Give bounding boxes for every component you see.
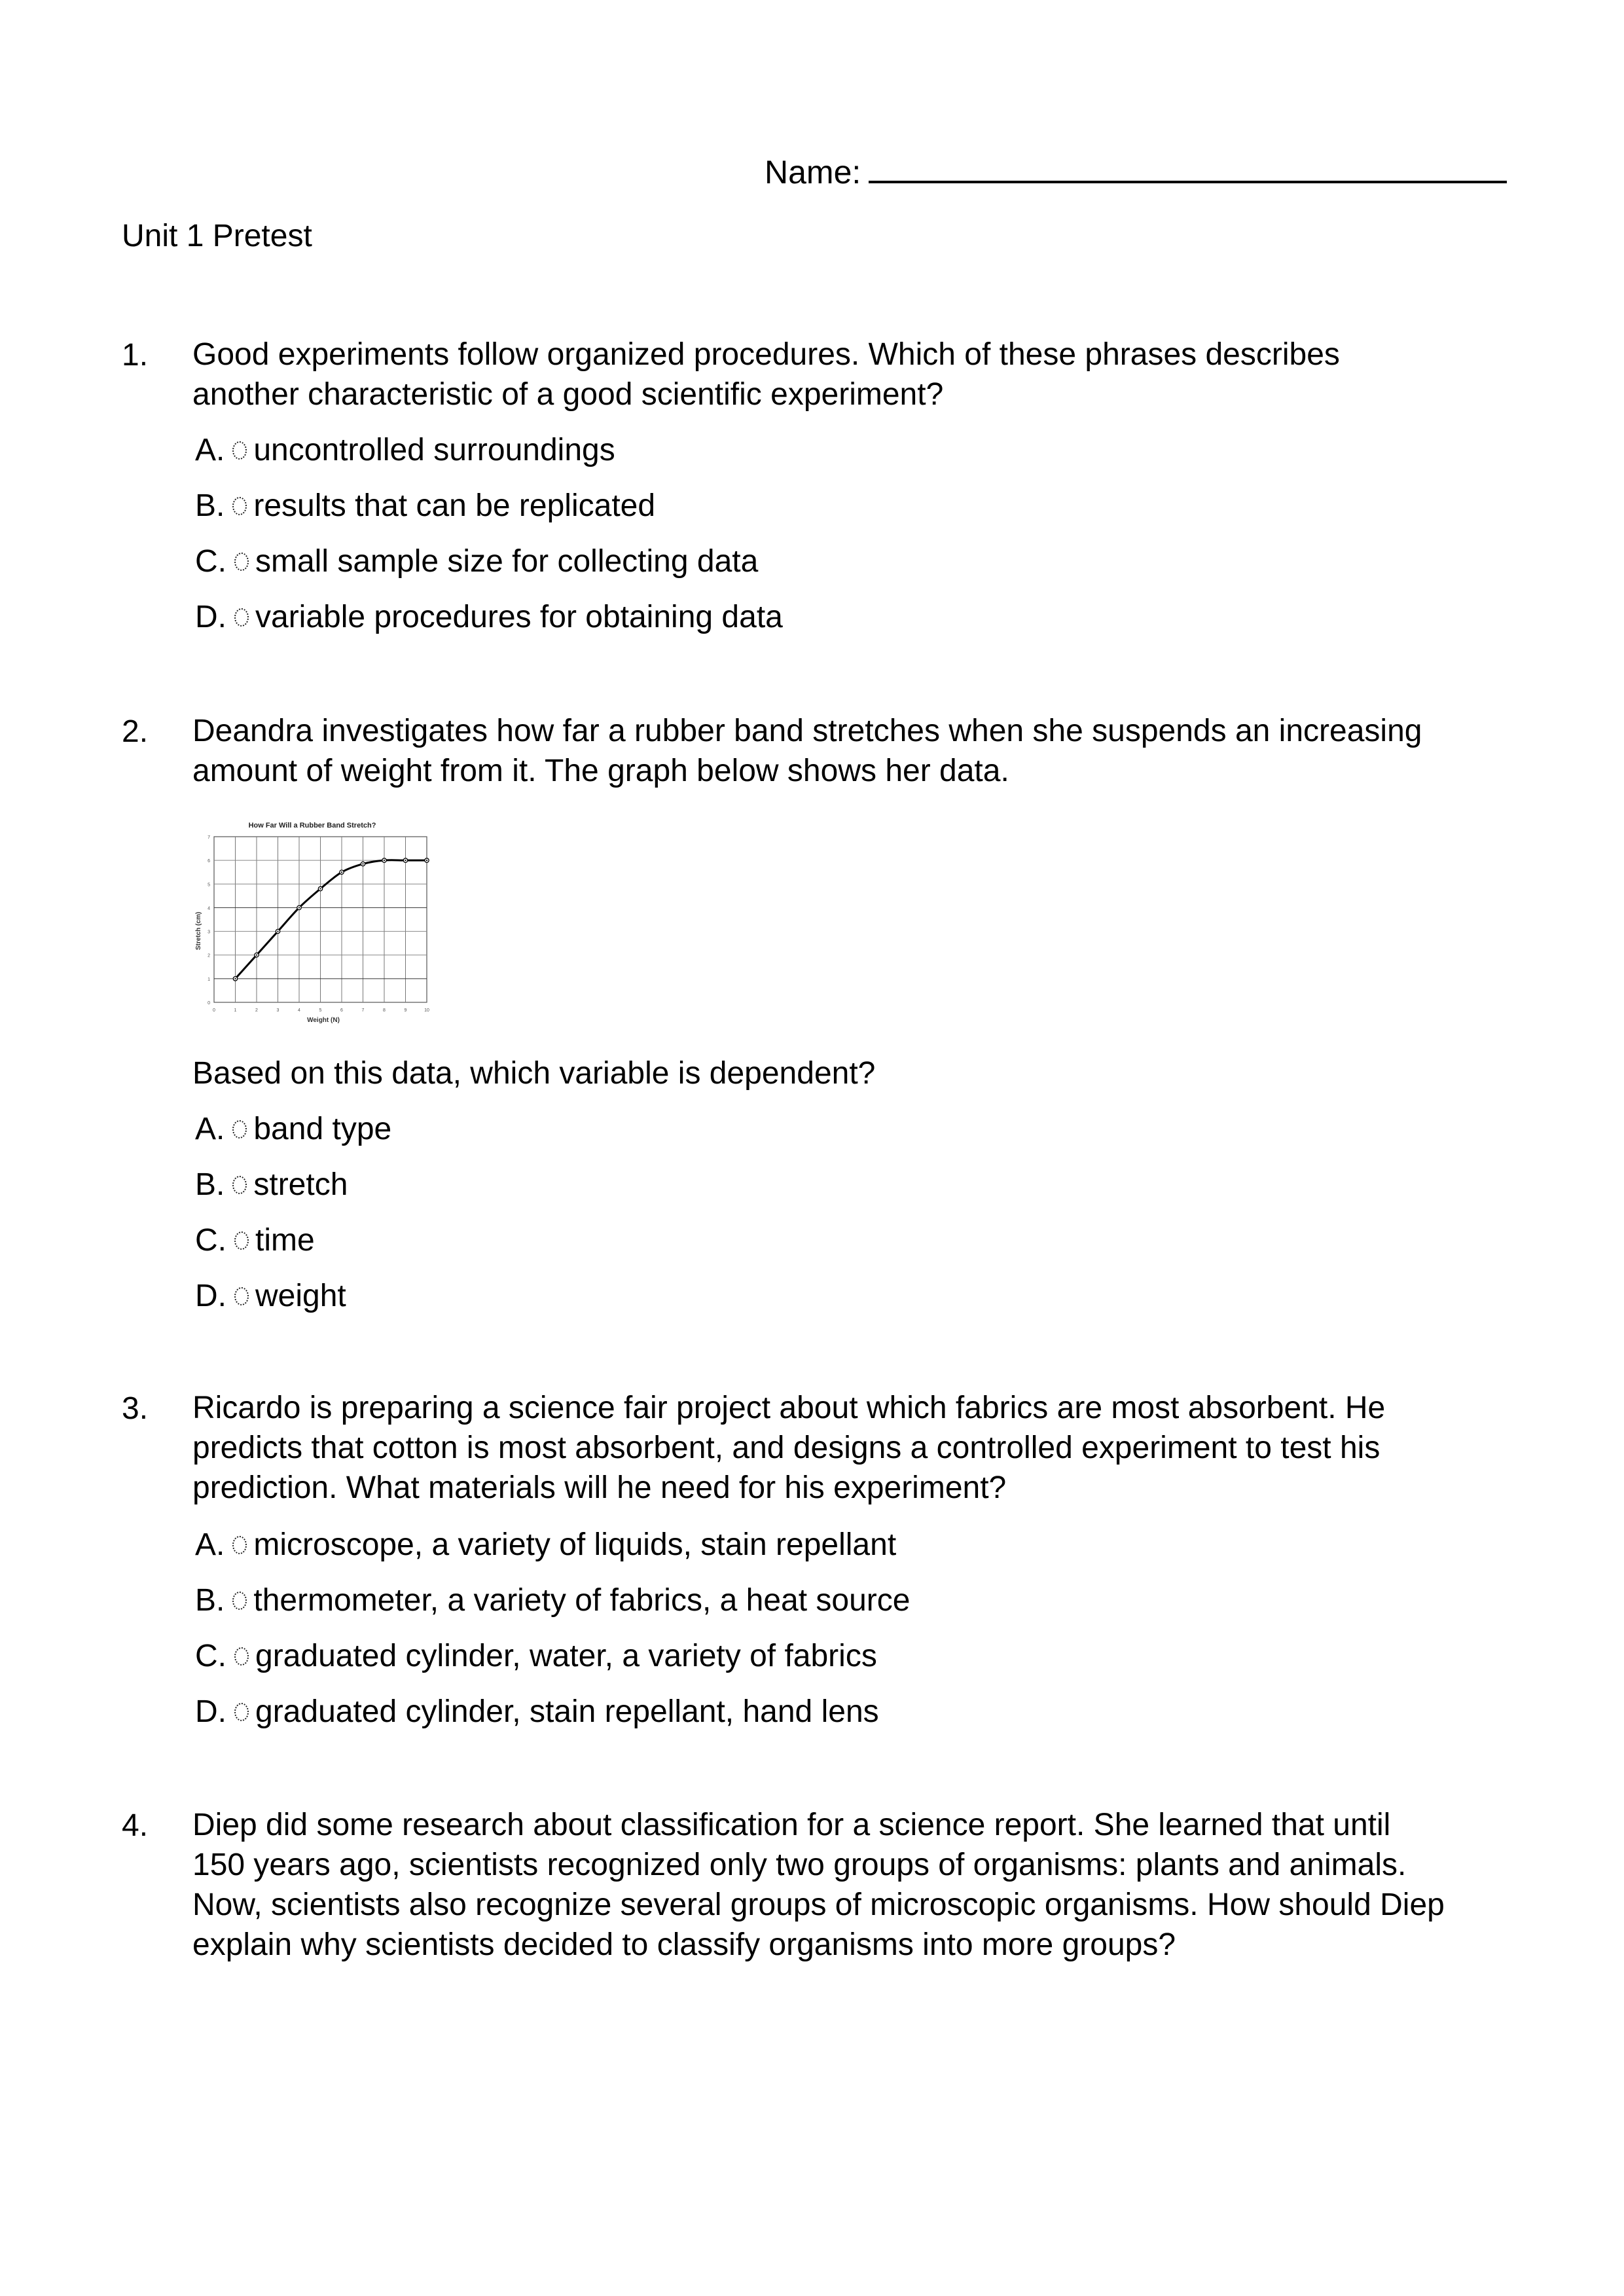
x-tick-label: 6 [340, 1008, 343, 1013]
data-point-center [426, 860, 427, 861]
option-letter: D. [195, 600, 226, 634]
option-text: band type [253, 1112, 392, 1146]
option-text: microscope, a variety of liquids, stain repellant [253, 1527, 897, 1562]
x-tick-label: 2 [255, 1008, 258, 1013]
answer-option-a[interactable] [195, 1527, 896, 1563]
chart-title: How Far Will a Rubber Band Stretch? [248, 822, 376, 829]
option-text: graduated cylinder, water, a variety of fabrics [255, 1639, 877, 1673]
name-field[interactable] [765, 152, 1507, 191]
radio-button-icon[interactable] [234, 1231, 249, 1250]
radio-button-icon[interactable] [232, 1536, 247, 1554]
radio-button-icon[interactable] [234, 1287, 249, 1305]
name-blank-line[interactable] [869, 152, 1507, 183]
question-text-line: predicts that cotton is most absorbent, and designs a controlled experiment to test his [192, 1430, 1380, 1465]
option-text: variable procedures for obtaining data [255, 600, 783, 634]
x-tick-label: 8 [383, 1008, 386, 1013]
x-axis-label: Weight (N) [307, 1017, 340, 1024]
question-number: 3. [122, 1391, 149, 1426]
option-letter: C. [195, 1223, 226, 1258]
question-text-line: Deandra investigates how far a rubber band stretches when she suspends an increasing [192, 714, 1422, 748]
x-tick-label: 3 [276, 1008, 280, 1013]
question-text-line: Now, scientists also recognize several groups of microscopic organisms. How should Diep [192, 1887, 1445, 1922]
answer-option-d[interactable] [195, 1694, 879, 1730]
data-point-center [362, 863, 363, 864]
option-text: uncontrolled surroundings [253, 433, 615, 467]
question-number: 1. [122, 338, 149, 373]
option-letter: A. [195, 1527, 225, 1562]
answer-option-a[interactable] [195, 432, 615, 468]
answer-option-d[interactable] [195, 599, 783, 635]
question-text-line: amount of weight from it. The graph below shows her data. [192, 754, 1009, 788]
y-tick-label: 0 [208, 1001, 210, 1006]
y-tick-label: 7 [208, 835, 210, 840]
y-tick-label: 5 [208, 883, 210, 888]
option-letter: C. [195, 544, 226, 579]
option-text: time [255, 1223, 315, 1258]
option-letter: B. [195, 488, 225, 523]
data-points [233, 858, 429, 981]
option-letter: A. [195, 1112, 225, 1146]
radio-button-icon[interactable] [232, 441, 247, 460]
y-tick-label: 1 [208, 977, 210, 982]
answer-option-c[interactable] [195, 1638, 877, 1674]
option-letter: B. [195, 1583, 225, 1618]
radio-button-icon[interactable] [232, 1176, 247, 1194]
data-point-center [384, 860, 385, 861]
option-text: small sample size for collecting data [255, 544, 759, 579]
y-tick-label: 3 [208, 930, 210, 935]
answer-option-a[interactable] [195, 1111, 391, 1147]
x-tick-label: 10 [424, 1008, 429, 1013]
data-point-center [405, 860, 406, 861]
y-axis-label: Stretch (cm) [195, 911, 202, 951]
radio-button-icon[interactable] [232, 497, 247, 515]
question-text-line: prediction. What materials will he need for his experiment? [192, 1470, 1007, 1505]
radio-button-icon[interactable] [234, 1703, 249, 1721]
answer-option-c[interactable] [195, 1222, 315, 1258]
radio-button-icon[interactable] [232, 1592, 247, 1610]
x-tick-label: 5 [319, 1008, 322, 1013]
question-text-line: Ricardo is preparing a science fair project about which fabrics are most absorbent. He [192, 1391, 1386, 1425]
radio-button-icon[interactable] [234, 553, 249, 571]
option-letter: A. [195, 433, 225, 467]
y-tick-label: 4 [208, 906, 210, 911]
series-line-stretch [236, 860, 427, 979]
answer-option-b[interactable] [195, 488, 655, 524]
answer-option-c[interactable] [195, 543, 758, 579]
data-point-center [341, 871, 342, 873]
question-prompt: Based on this data, which variable is dependent? [192, 1056, 876, 1091]
rubber-band-chart [183, 805, 445, 1028]
y-tick-label: 6 [208, 859, 210, 864]
option-text: thermometer, a variety of fabrics, a heat source [253, 1583, 911, 1618]
question-text-line: explain why scientists decided to classify organisms into more groups? [192, 1927, 1176, 1962]
data-point-center [298, 907, 300, 908]
option-text: results that can be replicated [253, 488, 656, 523]
answer-option-b[interactable] [195, 1167, 348, 1203]
x-tick-label: 4 [298, 1008, 300, 1013]
page-title: Unit 1 Pretest [122, 219, 312, 253]
data-point-center [256, 955, 257, 956]
y-tick-label: 2 [208, 953, 210, 958]
option-text: weight [255, 1279, 346, 1313]
option-letter: B. [195, 1167, 225, 1202]
question-text-line: another characteristic of a good scientific experiment? [192, 377, 944, 412]
option-letter: C. [195, 1639, 226, 1673]
option-letter: D. [195, 1279, 226, 1313]
question-text-line: 150 years ago, scientists recognized only two groups of organisms: plants and animals. [192, 1848, 1407, 1882]
x-tick-label: 1 [234, 1008, 237, 1013]
radio-button-icon[interactable] [232, 1120, 247, 1139]
answer-option-d[interactable] [195, 1278, 346, 1314]
y-tick-labels [208, 835, 210, 1006]
x-tick-label: 0 [213, 1008, 215, 1013]
option-text: graduated cylinder, stain repellant, hand lens [255, 1694, 879, 1729]
data-point-center [234, 978, 236, 979]
name-label: Name: [765, 154, 861, 191]
option-letter: D. [195, 1694, 226, 1729]
x-tick-label: 9 [404, 1008, 407, 1013]
radio-button-icon[interactable] [234, 1647, 249, 1666]
option-text: stretch [253, 1167, 348, 1202]
question-number: 4. [122, 1808, 149, 1843]
question-text-line: Good experiments follow organized procedures. Which of these phrases describes [192, 337, 1340, 372]
data-point-center [319, 888, 321, 889]
question-text-line: Diep did some research about classification for a science report. She learned that until [192, 1808, 1391, 1842]
x-tick-label: 7 [361, 1008, 365, 1013]
radio-button-icon[interactable] [234, 608, 249, 627]
answer-option-b[interactable] [195, 1582, 910, 1618]
question-number: 2. [122, 714, 149, 749]
data-point-center [277, 930, 278, 932]
chart-grid [214, 837, 427, 1002]
x-tick-labels [213, 1008, 429, 1013]
